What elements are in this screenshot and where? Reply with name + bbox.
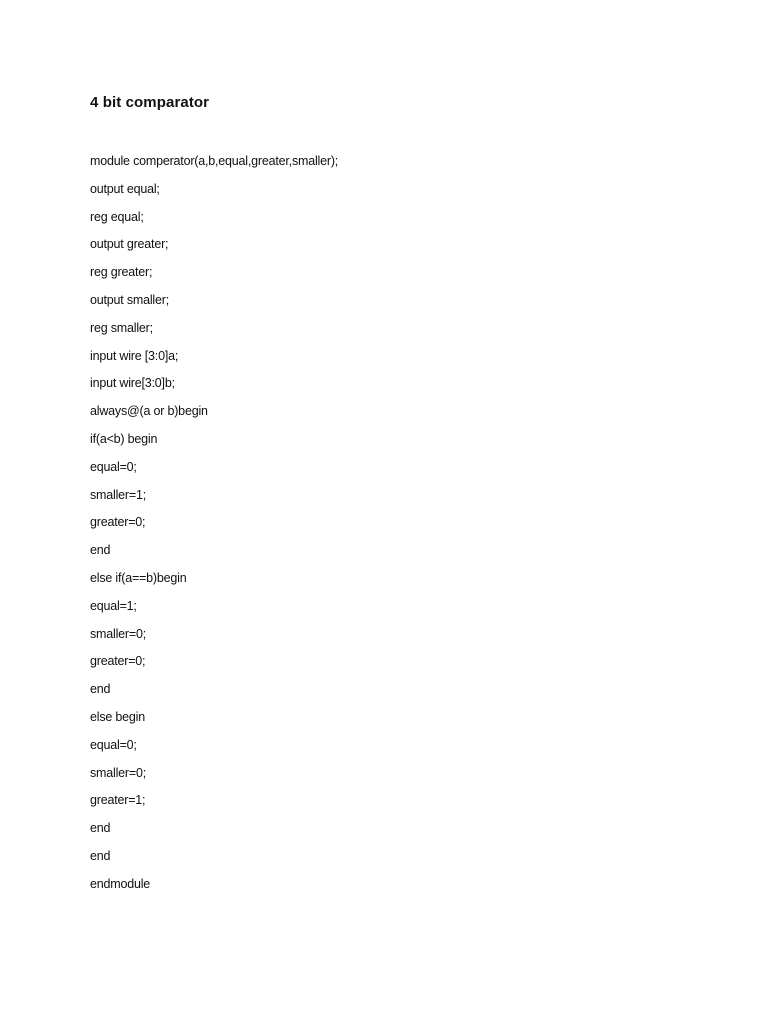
code-line: equal=0; xyxy=(90,459,137,474)
code-line: end xyxy=(90,821,111,836)
code-line: module comperator(a,b,equal,greater,smaller); xyxy=(90,154,339,168)
code-line: else if(a==b)begin xyxy=(90,570,187,585)
verilog-code-block xyxy=(90,151,338,902)
code-line: greater=0; xyxy=(90,515,146,530)
code-line: greater=1; xyxy=(90,793,146,808)
code-line: smaller=1; xyxy=(90,487,147,502)
code-line: output equal; xyxy=(90,181,160,196)
code-line: greater=0; xyxy=(90,654,146,669)
code-line: reg greater; xyxy=(90,265,153,280)
code-line: endmodule xyxy=(90,876,151,891)
code-line: output greater; xyxy=(90,237,169,252)
code-line: end xyxy=(90,848,111,863)
code-line: reg equal; xyxy=(90,209,144,224)
document-title: 4 bit comparator xyxy=(90,94,210,111)
code-line: end xyxy=(90,543,111,558)
code-line: smaller=0; xyxy=(90,626,147,641)
code-line: reg smaller; xyxy=(90,320,153,335)
code-line: equal=1; xyxy=(90,598,137,613)
code-line: else begin xyxy=(90,709,145,724)
code-line: smaller=0; xyxy=(90,765,147,780)
code-line: output smaller; xyxy=(90,292,169,307)
code-line: equal=0; xyxy=(90,737,137,752)
code-line: input wire [3:0]a; xyxy=(90,348,179,363)
code-line: always@(a or b)begin xyxy=(90,404,208,419)
code-line: if(a<b) begin xyxy=(90,431,158,446)
code-line: input wire[3:0]b; xyxy=(90,376,175,391)
code-line: end xyxy=(90,682,111,697)
